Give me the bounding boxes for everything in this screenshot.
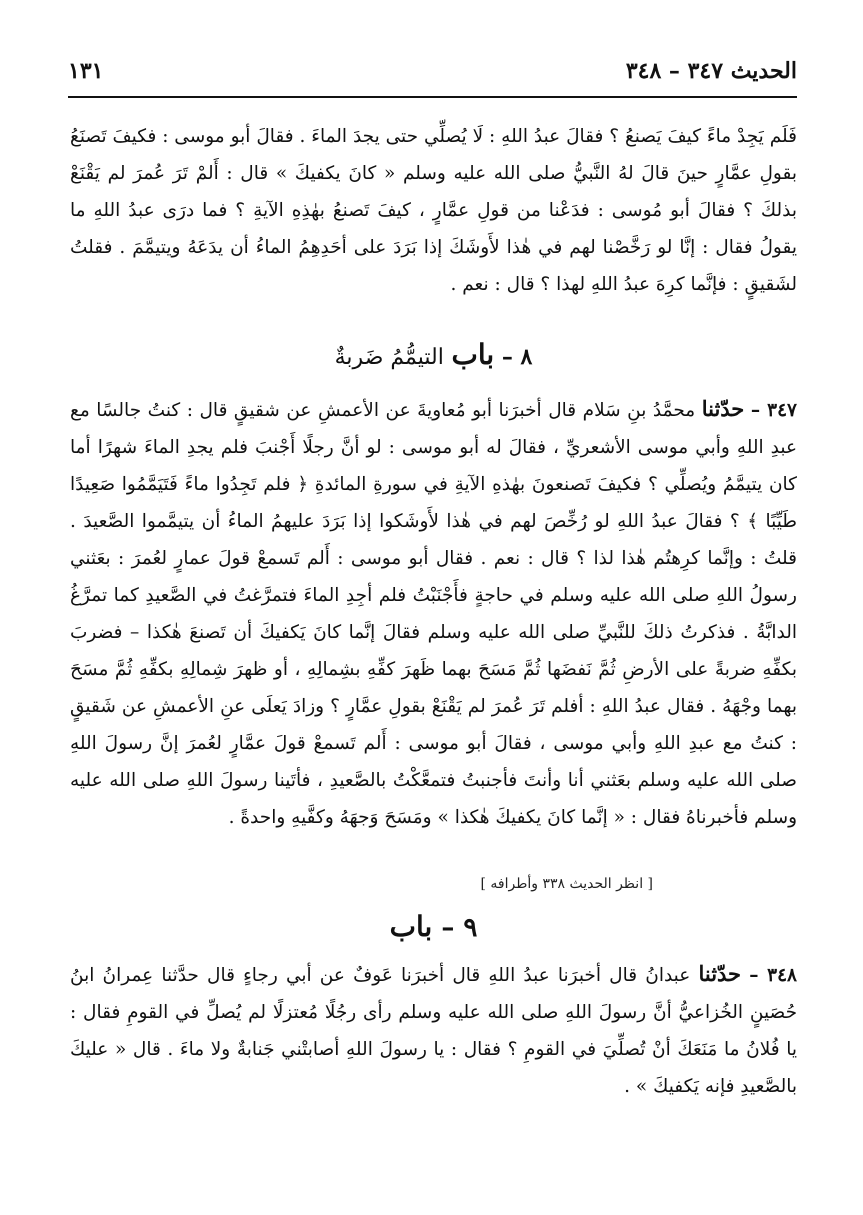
chapter-heading-8: [70, 338, 797, 371]
chapter-bab-label: باب: [451, 338, 495, 371]
hadith-348: [70, 955, 797, 1105]
hadith-text: محمَّدُ بنِ سَلام قال أخبرَنا أبو مُعاويةَ عن الأعمشِ عن شقيقٍ قال : كنتُ جالسًا مع عبدِ اللهِ وأبي موسى الأشعريِّ ، فقالَ له أبو موسى : لو أنَّ رجلًا أَجْنبَ فلم يجدِ الماءَ شهرًا أما كان يتيمَّمُ ويُصلِّي ؟ فكيفَ تَصنعونَ بهٰذهِ الآيةِ في سورةِ المائدةِ ﴿ فلم تَجِدُوا ماءً فَتَيَمَّمُوا صَعِيدًا طَيِّبًا ﴾ ؟ فقالَ عبدُ اللهِ لو رُخِّصَ لهم في هٰذا لأَوشَكوا إذا بَرَدَ عليهمُ الماءُ أن يتيمَّموا الصَّعيدَ . قلتُ : وإنَّما كرِهتُم هٰذا لذا ؟ قال : نعم . فقال أبو موسى : أَلم تَسمعْ قولَ عمارٍ لعُمرَ : بعَثني رسولُ اللهِ صلى الله عليه وسلم في حاجةٍ فأَجْنَبْتُ فلم أجِدِ الماءَ فتمرَّغتُ في الصَّعيدِ كما تمرَّغُ الدابَّةُ . فذكرتُ ذلكَ للنَّبيِّ صلى الله عليه وسلم فقالَ إنَّما كانَ يَكفيكَ أن تَصنعَ هٰكذا – فضربَ بكفِّهِ ضربةً على الأرضِ ثُمَّ نَفضَها ثُمَّ مَسَحَ بهما ظَهرَ كفِّهِ بشِمالِهِ ، أو ظهرَ شِمالِهِ بكفِّهِ ثُمَّ مسَحَ بهما وجْهَهُ . فقال عبدُ اللهِ : أفلم تَرَ عُمرَ لم يَقْنَعْ بقولِ عمَّارٍ ؟ وزادَ يَعلَى عنِ الأعمشِ عن شَقيقٍ : كنتُ مع عبدِ اللهِ وأبي موسى ، فقالَ أبو موسى : أَلم تَسمعْ قولَ عمَّارٍ لعُمرَ إنَّ رسولَ اللهِ صلى الله عليه وسلم بعَثني أنا وأنتَ فأجنبتُ فتمعَّكْتُ بالصَّعيدِ ، فأتَينا رسولَ اللهِ صلى الله عليه وسلم فأخبرناهُ فقال : « إنَّما كانَ يكفيكَ هٰكذا » ومَسَحَ وَجهَهُ وكفَّيهِ واحدةً .: [70, 400, 797, 828]
haddathana-label: حدّثنا: [698, 961, 742, 986]
cross-reference: [ انظر الحديث ٣٣٨ وأطرافه ]: [480, 876, 653, 892]
chapter-heading-9: [70, 910, 797, 943]
hadith-number: ٣٤٨ –: [749, 965, 797, 986]
haddathana-label: حدّثنا: [701, 396, 745, 421]
chapter-bab-label: باب: [389, 910, 433, 943]
page-header: [68, 56, 797, 98]
chapter-number: ٨ –: [501, 344, 533, 370]
paragraph-continuation: [70, 118, 797, 303]
hadith-number: ٣٤٧ –: [750, 400, 797, 421]
chapter-title: التيمُّمُ ضَربةٌ: [334, 345, 444, 370]
running-title: الحديث ٣٤٧ – ٣٤٨: [625, 58, 797, 84]
chapter-number: ٩ –: [441, 913, 478, 943]
paragraph-text: فَلَم يَجِدْ ماءً كيفَ يَصنعُ ؟ فقالَ عبدُ اللهِ : لَا يُصلِّي حتى يجدَ الماءَ . فقالَ أبو موسى : فكيفَ تَصنَعُ بقولِ عمَّارٍ حينَ قالَ لهُ النَّبيُّ صلى الله عليه وسلم « كانَ يكفيكَ » قال : أَلمْ تَرَ عُمرَ لم يَقْنَعْ بذلكَ ؟ فقالَ أبو مُوسى : فدَعْنا من قولِ عمَّارٍ ، كيفَ تَصنعُ بهٰذِهِ الآيةِ ؟ فما درَى عبدُ اللهِ ما يقولُ فقال : إنَّا لو رَخَّصْنا لهم في هٰذا لأَوشَكَ إذا بَرَدَ على أحَدِهِمُ الماءُ أن يدَعَهُ ويتيمَّمَ . فقلتُ لشَقيقٍ : فإنَّما كرِهَ عبدُ اللهِ لهذا ؟ قال : نعم .: [70, 126, 797, 295]
hadith-347: [70, 390, 797, 836]
hadith-text: عبدانُ قال أخبرَنا عبدُ اللهِ قال أخبرَنا عَوفٌ عن أبي رجاءٍ قال حدَّثنا عِمرانُ ابنُ حُصَينٍ الخُزاعيُّ أنَّ رسولَ اللهِ صلى الله عليه وسلم رأى رجُلًا مُعتزلًا لم يُصلِّ في القومِ فقال : يا فُلانُ ما مَنَعَكَ أنْ تُصلِّيَ في القومِ ؟ فقال : يا رسولَ اللهِ أصابتْني جَنابةٌ ولا ماءَ . قال « عليكَ بالصَّعيدِ فإنه يَكفيكَ » .: [70, 965, 798, 1097]
page-number: ١٣١: [68, 58, 104, 84]
